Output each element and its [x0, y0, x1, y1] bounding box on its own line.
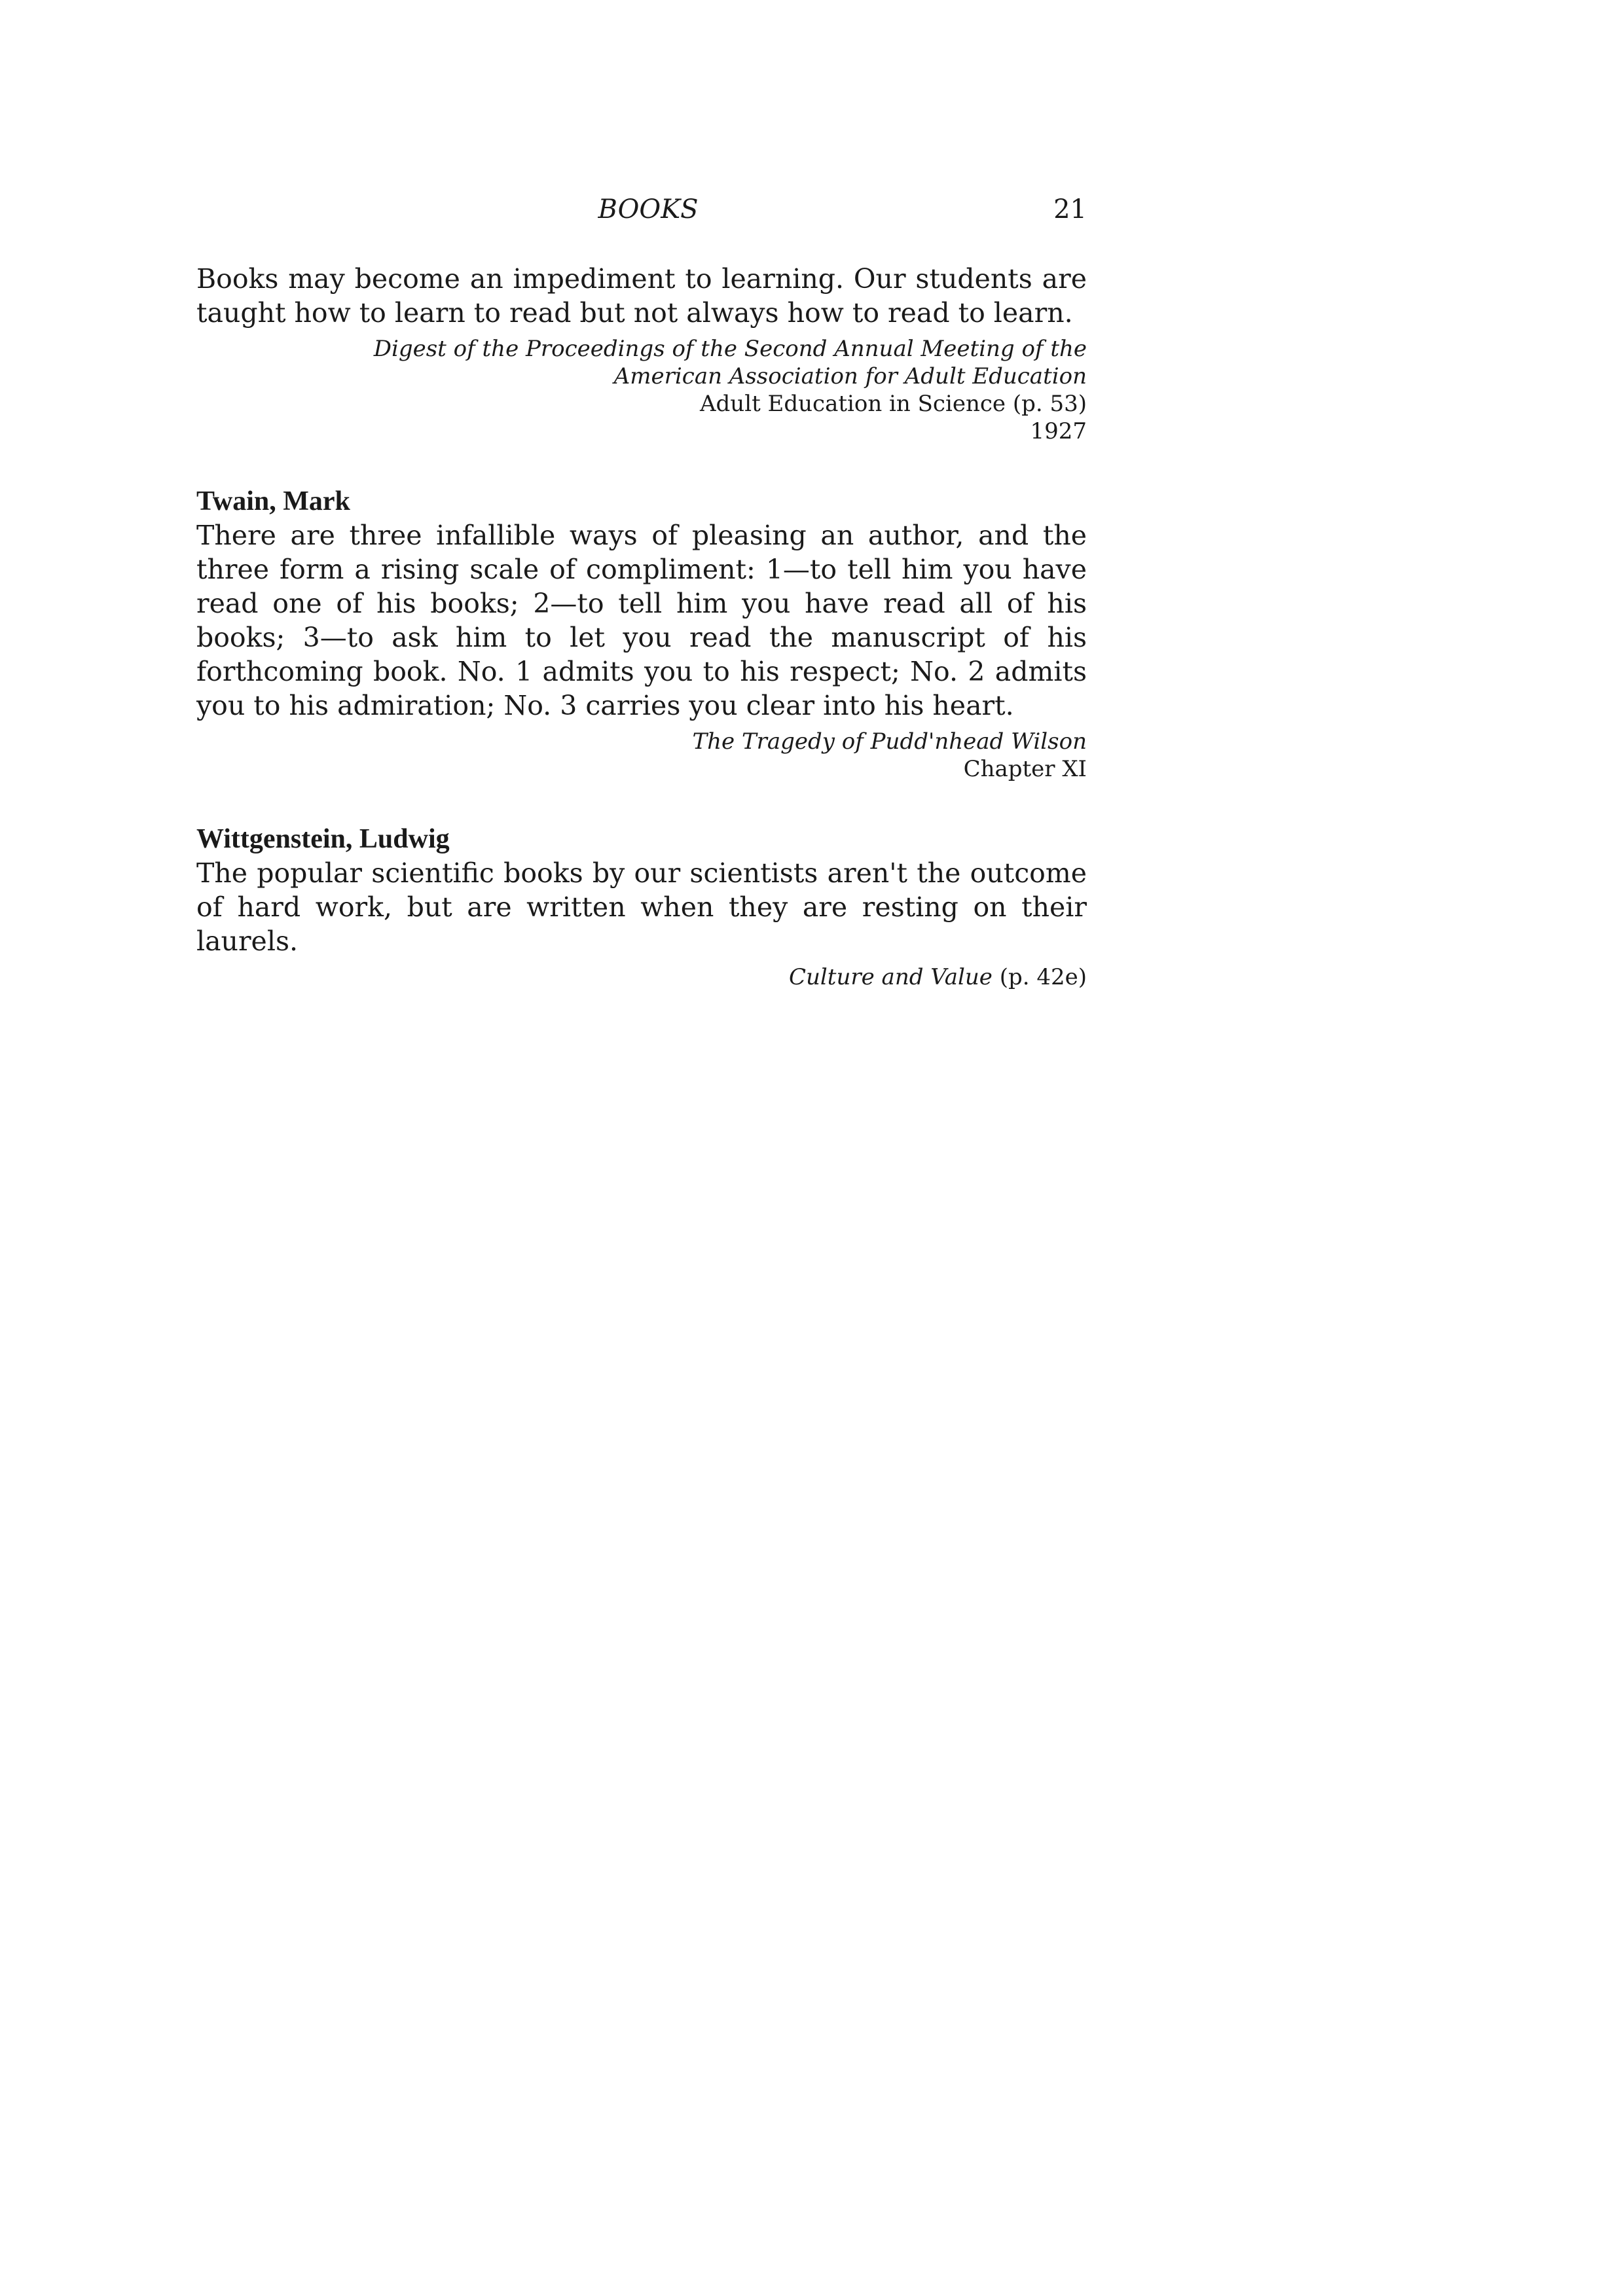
author-name: Wittgenstein, Ludwig [196, 824, 450, 854]
source-title: The Tragedy of Pudd'nhead Wilson [692, 728, 1087, 755]
source-detail: Chapter XI [963, 756, 1087, 782]
author-name: Twain, Mark [196, 486, 350, 516]
quote-source [196, 335, 1087, 445]
quote-text: Books may become an impediment to learning. Our students are taught how to learn to read but not always how to read to learn. [196, 263, 1087, 329]
book-page [196, 190, 1087, 991]
quote-entry-twain [196, 484, 1087, 783]
running-head [196, 190, 1087, 229]
source-year: 1927 [1030, 418, 1087, 444]
quote-source [196, 963, 1087, 991]
quote-text: There are three infallible ways of pleasing an author, and the three form a rising scale of compliment: 1—to tell him you have read one of his books; 2—to tell him you have read all of his books; 3—to ask him to let you read the manuscript of his forthcoming book. No. 1 admits you to his respect; No. 2 admits you to his admiration; No. 3 carries you clear into his heart. [196, 520, 1087, 721]
quote-source [196, 728, 1087, 783]
quote-text: The popular scientific books by our scientists aren't the outcome of hard work, but are written when they are resting on their laurels. [196, 857, 1087, 957]
running-title: BOOKS [598, 194, 699, 224]
source-title: Culture and Value [789, 964, 993, 990]
page-number: 21 [1053, 194, 1087, 224]
quote-entry-continued [196, 262, 1087, 445]
source-detail: Adult Education in Science (p. 53) [699, 391, 1087, 417]
source-detail: (p. 42e) [992, 964, 1087, 990]
source-title-line-1: Digest of the Proceedings of the Second Annual Meeting of the [373, 336, 1087, 362]
source-title-line-2: American Association for Adult Education [613, 363, 1087, 389]
quote-entry-wittgenstein [196, 822, 1087, 991]
